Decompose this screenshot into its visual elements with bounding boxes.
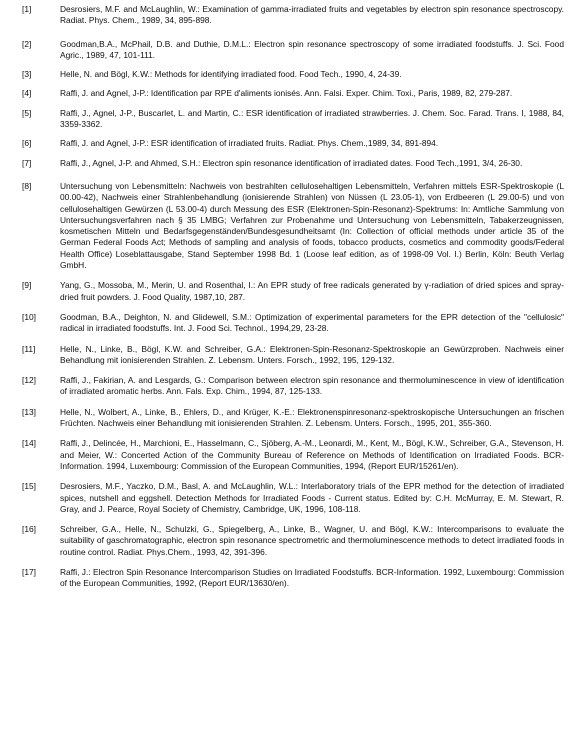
reference-number: [8]: [22, 180, 32, 191]
reference-number: [6]: [22, 138, 32, 149]
reference-text: Raffi, J. and Agnel, J-P.: ESR identification of irradiated fruits. Radiat. Phys. Chem.,1989, 34, 891-894.: [60, 138, 439, 149]
reference-item: [22, 312, 564, 335]
reference-text: Desrosiers, M.F., Yaczko, D.M., Basl, A. and McLaughlin, W.L.: Interlaboratory trials of the EPR method for the detection of irradiated spices, nutshell and eggshell. Detection Methods for Irradiated Foods - Current status. Edited by: C.H. McMurray, E. M. Stewart, R. Gray, and J. Pearce, Royal Society of Chemistry, Cambridge, UK, 1996, 108-118.: [60, 481, 564, 514]
reference-text: Untersuchung von Lebensmitteln: Nachweis von bestrahlten cellulosehaltigen Lebensmitteln, Verfahren mittels ESR-Spektroskopie (L 00.00-42), Nachweis einer Strahlenbehandlung (ionisierende Strahlen) von Nüssen (L 23.05-1), von Erdbeeren (L 29.00-5) und von cellulosehaltigen Gewürzen (L 53.00-4) durch Messung des ESR (Elektronen-Spin-Resonanz)-Spektrums: In: Amtliche Sammlung von Untersuchungsverfahren nach § 35 LMBG; Verfahren zur Probenahme und Untersuchung von Lebensmitteln, Tabakerzeugnissen, kosmetischen Mitteln und Bedarfsgegenständen/Bundesgesundheitsamt (In: Collection of official methods under article 35 of the German Federal Foods Act; Methods of sampling and analysis of foods, tobacco products, cosmetics and commodity goods/Federal Health Office) Loseblattausgabe, Stand September 1998 Bd. 1 (Loose leaf edition, as of 1998-09 Vol. I.) Berlin, Köln: Beuth Verlag GmbH.: [60, 180, 564, 271]
reference-item: [22, 158, 564, 169]
reference-text: Raffi, J., Fakirian, A. and Lesgards, G.: Comparison between electron spin resonance and thermoluminescence in view of identification of irradiated aromatic herbs. Ann. Fals. Exp. Chim., 1994, 87, 125-133.: [60, 375, 564, 397]
reference-number: [9]: [22, 280, 32, 291]
reference-text: Raffi, J.: Electron Spin Resonance Intercomparison Studies on Irradiated Foodstuffs. BCR-Information. 1992, Luxembourg: Commission of the European Communities, 1992, (Report EUR/13630/en).: [60, 566, 564, 589]
reference-item: [22, 407, 564, 430]
reference-number: [10]: [22, 311, 36, 322]
reference-item: [22, 108, 564, 131]
reference-number: [7]: [22, 157, 32, 168]
reference-number: [12]: [22, 375, 36, 386]
reference-text: Raffi, J., Agnel, J-P. and Ahmed, S.H.: Electron spin resonance identification of irradiated dates. Food Tech.,1991, 3/4, 26-30.: [60, 157, 523, 168]
reference-number: [13]: [22, 406, 36, 417]
reference-item: [22, 567, 564, 590]
reference-item: [22, 138, 564, 149]
reference-text: Desrosiers, M.F. and McLaughlin, W.: Examination of gamma-irradiated fruits and vegetables by electron spin resonance spectroscopy. Radiat. Phys. Chem., 1989, 34, 895-898.: [60, 4, 564, 26]
reference-number: [17]: [22, 566, 36, 577]
reference-item: [22, 438, 564, 472]
reference-text: Yang, G., Mossoba, M., Merin, U. and Rosenthal, I.: An EPR study of free radicals generated by γ-radiation of dried spices and spray-dried fruit powders. J. Food Quality, 1987,10, 287.: [60, 280, 564, 302]
reference-text: Helle, N., Wolbert, A., Linke, B., Ehlers, D., and Krüger, K.-E.: Elektronenspinresonanz-spektroskopische Untersuchungen an frischen Früchten. Nachweis einer Behandlung mit ionisierenden Strahlen. Z. Lebensm. Unters. Forsch., 1995, 201, 355-360.: [60, 406, 564, 429]
reference-item: [22, 524, 564, 558]
reference-number: [11]: [22, 343, 36, 354]
reference-number: [3]: [22, 69, 32, 80]
reference-item: [22, 39, 564, 62]
reference-item: [22, 4, 564, 27]
reference-number: [4]: [22, 88, 32, 99]
reference-text: Schreiber, G.A., Helle, N., Schulzki, G., Spiegelberg, A., Linke, B., Wagner, U. and Bögl, K.W.: Intercomparisons to evaluate the suitability of gaschromatographic, electron spin resonance spectrometric and thermoluminescence methods to detect irradiated foods in routine control. Radiat. Phys.Chem., 1993, 42, 391-396.: [60, 524, 564, 557]
reference-item: [22, 280, 564, 303]
reference-text: Goodman,B.A., McPhail, D.B. and Duthie, D.M.L.: Electron spin resonance spectroscopy of some irradiated foodstuffs. J. Sci. Food Agric., 1989, 47, 101-111.: [60, 38, 564, 60]
reference-number: [5]: [22, 107, 32, 118]
reference-number: [1]: [22, 4, 32, 14]
reference-text: Helle, N. and Bögl, K.W.: Methods for identifying irradiated food. Food Tech., 1990, 4, 24-39.: [60, 69, 402, 80]
reference-text: Goodman, B.A., Deighton, N. and Glidewell, S.M.: Optimization of experimental parameters for the EPR detection of the "cellulosic" radical in irradiated foodstuffs. Int. J. Food Sci. Technol., 1994,29, 23-28.: [60, 311, 564, 334]
reference-item: [22, 69, 564, 80]
reference-item: [22, 481, 564, 515]
reference-number: [2]: [22, 38, 32, 49]
reference-text: Raffi, J., Delincée, H., Marchioni, E., Hasselmann, C., Sjöberg, A.-M., Leonardi, M., Kent, M., Bögl, K.W., Schreiber, G.A., Stevenson, H. and Meier, W.: Concerted Action of the Community Bureau of Reference on Methods of Identification on Irradiated Foods. BCR-Information. 1994, Luxembourg: Commission of the European Communities, 1994, (Report EUR/15261/en).: [60, 438, 564, 471]
reference-item: [22, 375, 564, 398]
reference-number: [14]: [22, 438, 36, 449]
reference-text: Raffi, J. and Agnel, J-P.: Identification par RPE d'aliments ionisés. Ann. Falsi. Exper. Chim. Toxi., Paris, 1989, 82, 279-287.: [60, 88, 513, 99]
reference-text: Helle, N., Linke, B., Bögl, K.W. and Schreiber, G.A.: Elektronen-Spin-Resonanz-Spektroskopie an Gewürzproben. Nachweis einer Behandlung mit ionisierenden Strahlen. Z. Lebensm. Unters. Forsch., 1992, 195, 129-132.: [60, 343, 564, 365]
reference-text: Raffi, J., Agnel, J-P., Buscarlet, L. and Martin, C.: ESR identification of irradiated strawberries. J. Chem. Soc. Farad. Trans. I, 1988, 84, 3359-3362.: [60, 107, 564, 130]
reference-item: [22, 344, 564, 367]
reference-number: [15]: [22, 481, 36, 492]
reference-number: [16]: [22, 524, 36, 535]
reference-item: [22, 181, 564, 271]
reference-item: [22, 88, 564, 99]
